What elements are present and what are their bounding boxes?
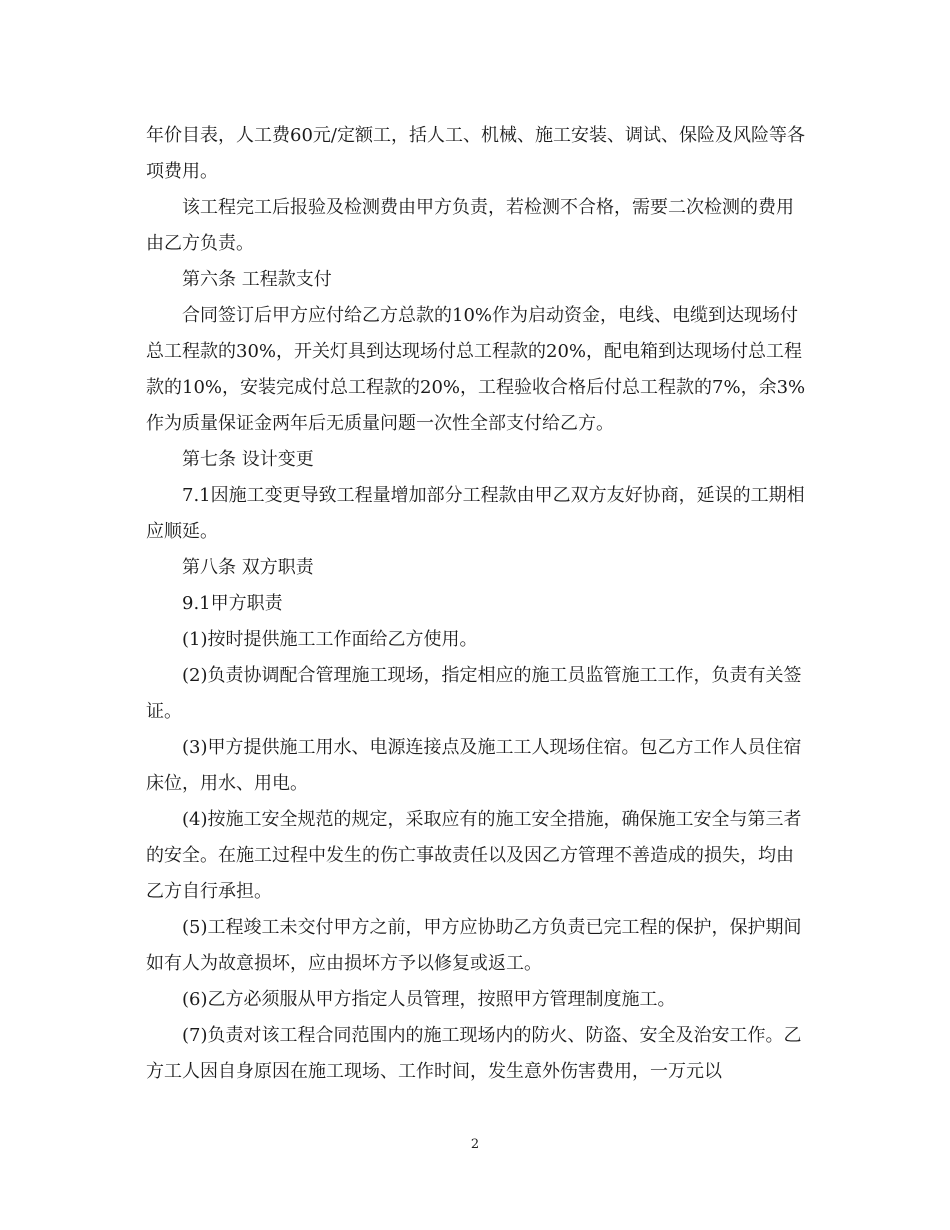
clause-2: (2)负责协调配合管理施工现场，指定相应的施工员监管施工工作，负责有关签证。 xyxy=(146,665,802,722)
page-number: 2 xyxy=(470,1137,480,1152)
article-7-heading: 第七条 设计变更 xyxy=(182,449,314,470)
clause-7: (7)负责对该工程合同范围内的施工现场内的防火、防盗、安全及治安工作。乙方工人因自身原因在施工现场、工作时间，发生意外伤害费用，一万元以 xyxy=(146,1025,802,1082)
paragraph-price-list: 年价目表，人工费60元/定额工，括人工、机械、施工安装、调试、保险及风险等各项费用。 xyxy=(146,125,805,182)
clause-3: (3)甲方提供施工用水、电源连接点及施工工人现场住宿。包乙方工作人员住宿床位，用水、用电。 xyxy=(146,737,802,794)
document-body xyxy=(146,118,806,1090)
paragraph-payment-terms: 合同签订后甲方应付给乙方总款的10%作为启动资金，电线、电缆到达现场付总工程款的30%，开关灯具到达现场付总工程款的20%，配电箱到达现场付总工程款的10%，安装完成付总工程款的20%，工程验收合格后付总工程款的7%，余3%作为质量保证金两年后无质量问题一次性全部支付给乙方。 xyxy=(146,305,806,434)
article-8-heading: 第八条 双方职责 xyxy=(182,557,314,578)
clause-1: (1)按时提供施工工作面给乙方使用。 xyxy=(182,629,478,650)
clause-4: (4)按施工安全规范的规定，采取应有的施工安全措施，确保施工安全与第三者的安全。在施工过程中发生的伤亡事故责任以及因乙方管理不善造成的损失，均由乙方自行承担。 xyxy=(146,809,802,902)
clause-5: (5)工程竣工未交付甲方之前，甲方应协助乙方负责已完工程的保护，保护期间如有人为故意损坏，应由损坏方予以修复或返工。 xyxy=(146,917,802,974)
paragraph-inspection-fees: 该工程完工后报验及检测费由甲方负责，若检测不合格，需要二次检测的费用由乙方负责。 xyxy=(146,197,794,254)
paragraph-design-change: 7.1因施工变更导致工程量增加部分工程款由甲乙双方友好协商，延误的工期相应顺延。 xyxy=(146,485,805,542)
clause-6: (6)乙方必须服从甲方指定人员管理，按照甲方管理制度施工。 xyxy=(182,989,676,1010)
article-6-heading: 第六条 工程款支付 xyxy=(182,269,332,290)
section-9-1-heading: 9.1甲方职责 xyxy=(182,593,283,614)
